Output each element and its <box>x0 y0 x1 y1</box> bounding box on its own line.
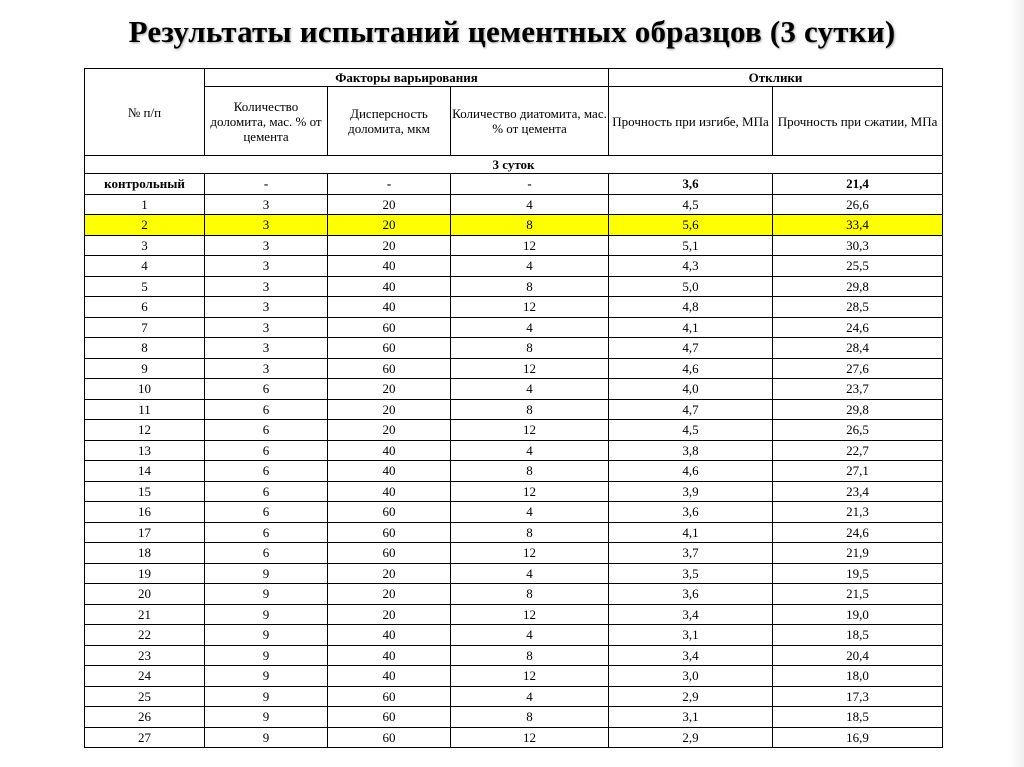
table-cell: 20 <box>328 604 451 625</box>
table-cell: 9 <box>205 666 328 687</box>
table-cell: 4,7 <box>609 338 773 359</box>
slide-edge-shadow <box>1010 0 1024 767</box>
table-cell: 18,5 <box>773 625 943 646</box>
table-cell: 6 <box>205 481 328 502</box>
table-cell: 7 <box>85 317 205 338</box>
table-cell: 4,5 <box>609 194 773 215</box>
table-cell: 9 <box>205 707 328 728</box>
table-cell: 4,7 <box>609 399 773 420</box>
table-cell: 9 <box>205 625 328 646</box>
table-cell: 18,5 <box>773 707 943 728</box>
table-cell: 8 <box>451 522 609 543</box>
table-cell: 4 <box>451 379 609 400</box>
table-cell: 12 <box>451 666 609 687</box>
table-cell: 4 <box>85 256 205 277</box>
page-title: Результаты испытаний цементных образцов (3 сутки) <box>128 14 896 49</box>
table-cell: 12 <box>451 543 609 564</box>
table-cell: 40 <box>328 625 451 646</box>
table-cell: 40 <box>328 461 451 482</box>
table-row <box>85 358 943 379</box>
table-cell: 19 <box>85 563 205 584</box>
table-cell: 60 <box>328 543 451 564</box>
table-cell: 5,6 <box>609 215 773 236</box>
table-cell: 1 <box>85 194 205 215</box>
table-cell: 29,8 <box>773 399 943 420</box>
table-cell: 4,1 <box>609 522 773 543</box>
table-cell: 4,5 <box>609 420 773 441</box>
table-cell: 4 <box>451 194 609 215</box>
table-cell: 9 <box>205 645 328 666</box>
table-row <box>85 194 943 215</box>
table-cell: 6 <box>205 461 328 482</box>
table-cell: 3 <box>205 215 328 236</box>
table-cell: 3,8 <box>609 440 773 461</box>
table-cell: 3 <box>205 358 328 379</box>
table-cell: 3 <box>205 276 328 297</box>
table-cell: 8 <box>451 276 609 297</box>
table-cell: 21,5 <box>773 584 943 605</box>
table-row <box>85 522 943 543</box>
table-cell: 24 <box>85 666 205 687</box>
table-cell: 3,9 <box>609 481 773 502</box>
table-cell: 4 <box>451 440 609 461</box>
table-cell: 26 <box>85 707 205 728</box>
table-cell: 3 <box>205 297 328 318</box>
table-cell: 26,6 <box>773 194 943 215</box>
table-cell: 17,3 <box>773 686 943 707</box>
table-cell: 5,1 <box>609 235 773 256</box>
table-cell: 60 <box>328 707 451 728</box>
table-cell: 9 <box>205 604 328 625</box>
table-cell: 27 <box>85 727 205 748</box>
table-cell: 12 <box>451 358 609 379</box>
header-num: № п/п <box>85 69 205 156</box>
table-row <box>85 174 943 195</box>
table-row <box>85 625 943 646</box>
header-factors-group: Факторы варьирования <box>205 69 609 87</box>
table-cell: 6 <box>205 440 328 461</box>
table-cell: 30,3 <box>773 235 943 256</box>
table-cell: 17 <box>85 522 205 543</box>
table-row <box>85 604 943 625</box>
table-cell: 2 <box>85 215 205 236</box>
table-cell: 6 <box>205 522 328 543</box>
table-row <box>85 317 943 338</box>
table-cell: 4 <box>451 317 609 338</box>
table-row <box>85 235 943 256</box>
table-cell: 3 <box>205 317 328 338</box>
table-cell: 28,4 <box>773 338 943 359</box>
table-cell: 20 <box>328 563 451 584</box>
table-row <box>85 502 943 523</box>
table-cell: 12 <box>451 297 609 318</box>
table-cell: 20,4 <box>773 645 943 666</box>
table-cell: 3 <box>205 256 328 277</box>
table-cell: 60 <box>328 358 451 379</box>
table-cell: 12 <box>451 235 609 256</box>
table-cell: контрольный <box>85 174 205 195</box>
table-cell: 9 <box>85 358 205 379</box>
table-cell: 20 <box>328 194 451 215</box>
table-cell: 8 <box>451 707 609 728</box>
table-cell: 24,6 <box>773 317 943 338</box>
table-cell: - <box>328 174 451 195</box>
table-cell: 40 <box>328 297 451 318</box>
table-cell: 9 <box>205 686 328 707</box>
header-dolomite-dispersion: Дисперсность доломита, мкм <box>328 87 451 156</box>
table-row <box>85 563 943 584</box>
table-row <box>85 399 943 420</box>
table-cell: 23,7 <box>773 379 943 400</box>
table-cell: 23,4 <box>773 481 943 502</box>
table-cell: 40 <box>328 666 451 687</box>
table-cell: 60 <box>328 317 451 338</box>
table-cell: 15 <box>85 481 205 502</box>
table-cell: 25,5 <box>773 256 943 277</box>
table-cell: 8 <box>451 215 609 236</box>
table-cell: 4,8 <box>609 297 773 318</box>
table-cell: 4 <box>451 563 609 584</box>
table-cell: 12 <box>451 481 609 502</box>
table-cell: 12 <box>451 604 609 625</box>
table-cell: 24,6 <box>773 522 943 543</box>
table-cell: 3,4 <box>609 604 773 625</box>
table-cell: 20 <box>328 420 451 441</box>
table-cell: 8 <box>451 461 609 482</box>
table-cell: 3,7 <box>609 543 773 564</box>
table-cell: 3 <box>205 194 328 215</box>
table-row <box>85 686 943 707</box>
table-cell: 6 <box>205 502 328 523</box>
table-cell: 40 <box>328 481 451 502</box>
table-cell: - <box>451 174 609 195</box>
table-cell: 3 <box>205 235 328 256</box>
table-cell: 13 <box>85 440 205 461</box>
table-cell: 4,0 <box>609 379 773 400</box>
table-cell: 4 <box>451 256 609 277</box>
table-cell: 16 <box>85 502 205 523</box>
table-cell: 6 <box>205 543 328 564</box>
table-cell: 8 <box>85 338 205 359</box>
table-row <box>85 338 943 359</box>
table-row <box>85 379 943 400</box>
table-cell: 60 <box>328 522 451 543</box>
table-cell: 4 <box>451 686 609 707</box>
table-cell: 3,4 <box>609 645 773 666</box>
table-cell: 20 <box>328 235 451 256</box>
table-cell: 3 <box>205 338 328 359</box>
table-row <box>85 297 943 318</box>
table-cell: 3,6 <box>609 174 773 195</box>
table-cell: 10 <box>85 379 205 400</box>
table-cell: 5 <box>85 276 205 297</box>
table-cell: 40 <box>328 440 451 461</box>
table-cell: 4,1 <box>609 317 773 338</box>
table-cell: 12 <box>451 727 609 748</box>
table-cell: 60 <box>328 338 451 359</box>
table-cell: 21,9 <box>773 543 943 564</box>
header-dolomite-amount: Количество доломита, мас. % от цемента <box>205 87 328 156</box>
table-cell: 29,8 <box>773 276 943 297</box>
table-cell: 4,6 <box>609 461 773 482</box>
table-cell: 19,0 <box>773 604 943 625</box>
table-cell: 16,9 <box>773 727 943 748</box>
table-row <box>85 645 943 666</box>
table-cell: 60 <box>328 502 451 523</box>
table-cell: 40 <box>328 645 451 666</box>
table-cell: 60 <box>328 727 451 748</box>
table-cell: 27,1 <box>773 461 943 482</box>
table-cell: 2,9 <box>609 686 773 707</box>
table-cell: 3 <box>85 235 205 256</box>
table-cell: 3,1 <box>609 625 773 646</box>
table-row <box>85 215 943 236</box>
table-cell: 3,6 <box>609 584 773 605</box>
table-cell: 40 <box>328 256 451 277</box>
table-cell: 27,6 <box>773 358 943 379</box>
table-cell: 12 <box>451 420 609 441</box>
table-cell: 8 <box>451 338 609 359</box>
table-row <box>85 440 943 461</box>
table-cell: 2,9 <box>609 727 773 748</box>
header-bending-strength: Прочность при изгибе, МПа <box>609 87 773 156</box>
table-cell: 8 <box>451 584 609 605</box>
table-cell: 40 <box>328 276 451 297</box>
table-cell: 21,4 <box>773 174 943 195</box>
table-cell: 4 <box>451 625 609 646</box>
table-cell: 6 <box>85 297 205 318</box>
table-cell: 21 <box>85 604 205 625</box>
table-cell: 22 <box>85 625 205 646</box>
table-cell: 21,3 <box>773 502 943 523</box>
table-cell: 9 <box>205 727 328 748</box>
table-cell: 20 <box>328 584 451 605</box>
table-cell: 18 <box>85 543 205 564</box>
table-cell: 12 <box>85 420 205 441</box>
table-cell: 60 <box>328 686 451 707</box>
table-cell: 4,3 <box>609 256 773 277</box>
table-cell: 6 <box>205 420 328 441</box>
table-row <box>85 461 943 482</box>
table-cell: 26,5 <box>773 420 943 441</box>
table-cell: 6 <box>205 379 328 400</box>
table-cell: 3,1 <box>609 707 773 728</box>
table-cell: 19,5 <box>773 563 943 584</box>
table-cell: 9 <box>205 563 328 584</box>
table-cell: 4,6 <box>609 358 773 379</box>
table-row <box>85 276 943 297</box>
table-row <box>85 543 943 564</box>
table-row <box>85 584 943 605</box>
table-cell: 20 <box>85 584 205 605</box>
results-table <box>84 68 943 748</box>
table-cell: 33,4 <box>773 215 943 236</box>
table-cell: 28,5 <box>773 297 943 318</box>
table-cell: 18,0 <box>773 666 943 687</box>
table-row <box>85 420 943 441</box>
table-cell: 20 <box>328 379 451 400</box>
table-cell: 23 <box>85 645 205 666</box>
table-cell: 25 <box>85 686 205 707</box>
table-cell: 3,5 <box>609 563 773 584</box>
table-cell: 11 <box>85 399 205 420</box>
table-cell: 14 <box>85 461 205 482</box>
table-cell: 20 <box>328 399 451 420</box>
table-cell: 8 <box>451 645 609 666</box>
table-cell: 20 <box>328 215 451 236</box>
header-diatomite-amount: Количество диатомита, мас. % от цемента <box>451 87 609 156</box>
table-cell: 3,6 <box>609 502 773 523</box>
header-compression-strength: Прочность при сжатии, МПа <box>773 87 943 156</box>
table-row <box>85 256 943 277</box>
table-row <box>85 707 943 728</box>
table-cell: 8 <box>451 399 609 420</box>
table-cell: 5,0 <box>609 276 773 297</box>
section-label: 3 суток <box>85 156 943 174</box>
table-cell: 3,0 <box>609 666 773 687</box>
table-cell: 6 <box>205 399 328 420</box>
table-row <box>85 481 943 502</box>
table-cell: - <box>205 174 328 195</box>
table-cell: 4 <box>451 502 609 523</box>
table-row <box>85 666 943 687</box>
table-cell: 9 <box>205 584 328 605</box>
table-cell: 22,7 <box>773 440 943 461</box>
header-responses-group: Отклики <box>609 69 943 87</box>
table-row <box>85 727 943 748</box>
